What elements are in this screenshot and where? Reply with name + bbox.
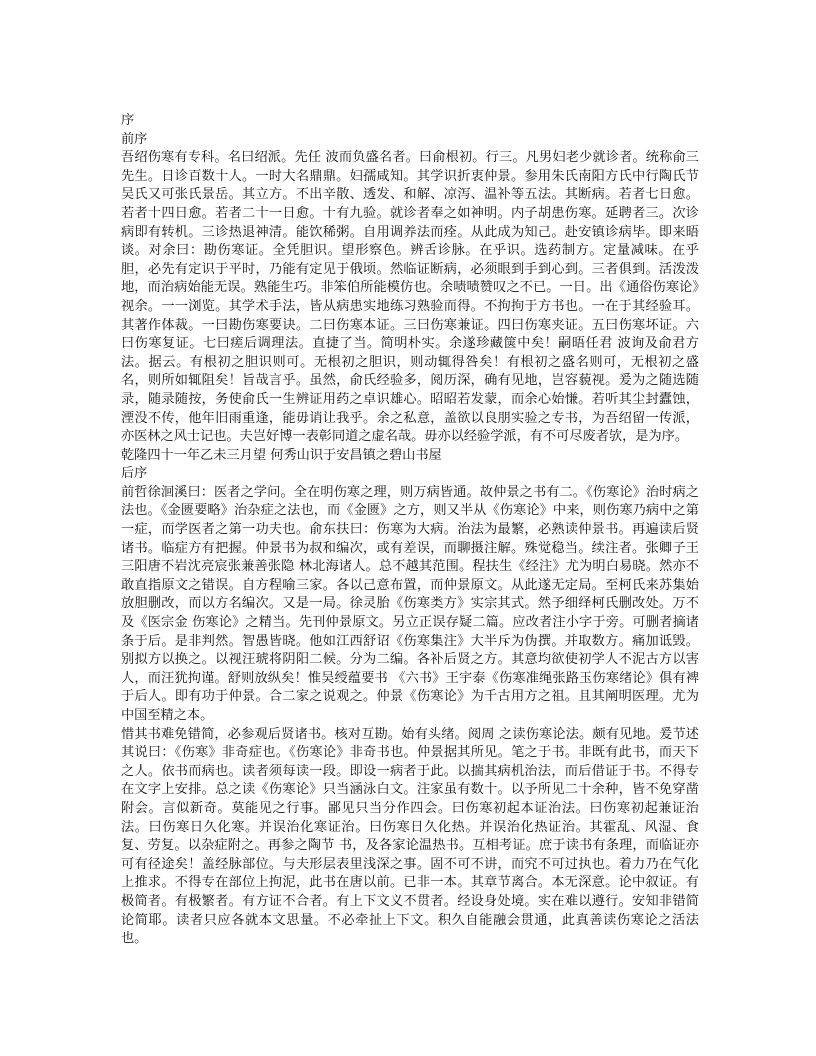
postface-heading: 后序: [121, 466, 148, 482]
postface-body-2: 惜其书难免错简，必参观后贤诸书。核对互勘。始有头绪。阅周 之读伤寒论法。颇有见地。爰节述其说曰：《伤寒》非奇症也。《伤寒论》非奇书也。仲景据其所见。笔之于书。非既有此书，而天下之人。依书而病也。读者须每读一段。即设一病者于此。以揣其病机治法，而后借证于书。不得专在文字上安排。总之读《伤寒论》只当涵泳白文。注家虽有数十。以予所见二十余种，皆不免穿凿附会。言似新奇。莫能见之行事。鄙见只当分作四会。曰伤寒初起本证治法。曰伤寒初起兼证治法。曰伤寒日久化寒。并误治化寒证治。曰伤寒日久化热。并误治化热证治。其霍乱、风湿、食复、劳复。以杂症附之。再参之陶节 书，及各家论温热书。互相考证。庶于读书有条理，而临证亦可有径途矣！盖经脉部位。与夫形层表里浅深之事。固不可不讲，而究不可过执也。着力乃在气化上推求。不得专在部位上拘泥，此书在唐以前。已非一本。其章节离合。本无深意。论中叙证。有极简者。有极繁者。有方证不合者。有上下文义不贯者。经设身处境。实在难以遵行。安知非错简论简耶。读者只应各就本文思量。不必牵扯上下文。积久自能融会贯通，此真善读伤寒论之活法也。: [121, 726, 699, 947]
preface-signature: 乾隆四十一年乙未三月望 何秀山识于安昌镇之碧山书屋: [121, 447, 442, 463]
preface-body: 吾绍伤寒有专科。名曰绍派。先任 波而负盛名者。曰俞根初。行三。凡男妇老少就诊者。统称俞三先生。日诊百数十人。一时大名鼎鼎。妇孺咸知。其学识折衷仲景。参用朱氏南阳方氏中行陶氏节 吴氏又可张氏景岳。其立方。不出辛散、透发、和解、凉泻、温补等五法。其断病。若者七日愈。若者十四日愈。若者二十一日愈。十有九验。就诊者奉之如神明。内子胡患伤寒。延聘者三。次诊病即有转机。三诊热退神清。能饮稀粥。自用调养法而痊。从此成为知己。赴安镇诊病毕。即来晤谈。对余曰：勘伤寒证。全凭胆识。望形察色。辨舌诊脉。在乎识。选药制方。定量减味。在乎胆，必先有定识于平时，乃能有定见于俄顷。然临证断病，必须眼到手到心到。三者俱到。活泼泼地，而治病始能无误。熟能生巧。非笨伯所能模仿也。余啧啧赞叹之不已。一日。出《通俗伤寒论》视余。一一浏览。其学术手法，皆从病患实地练习熟验而得。不拘拘于方书也。一在于其经验耳。其著作体裁。一曰勘伤寒要诀。二曰伤寒本证。三曰伤寒兼证。四曰伤寒夹证。五曰伤寒坏证。六曰伤寒复证。七曰瘥后调理法。直捷了当。简明朴实。余遂珍藏箧中矣！嗣晤任君 波询及俞君方法。据云。有根初之胆识则可。无根初之胆识，则动辄得咎矣！有根初之盛名则可，无根初之盛名，则所如辄阻矣！旨哉言乎。虽然，俞氏经验多，阅历深，确有见地，岂容藐视。爰为之随选随录，随录随按，务使俞氏一生辨证用药之卓识雄心。昭昭若发蒙，而余心始慊。若听其尘封蠹蚀，湮没不传，他年旧雨重逢，能毋诮让我乎。余之私意，盖欲以良朋实验之专书，为吾绍留一传派，亦医林之风士记也。夫岂好博一表彰同道之虚名哉。毋亦以经验学派，有不可尽废者欤，是为序。: [121, 150, 699, 445]
document-page: [121, 112, 699, 949]
document-title: 序: [121, 113, 135, 128]
preface-heading: 前序: [121, 131, 148, 147]
postface-body-1: 前哲徐洄溪曰：医者之学问。全在明伤寒之理，则万病皆通。故仲景之书有二。《伤寒论》治时病之法也。《金匮要略》治杂症之法也，而《金匮》之方，则又半从《伤寒论》中来，则伤寒乃病中之第一症，而学医者之第一功夫也。俞东扶曰：伤寒为大病。治法为最繁，必熟读仲景书。再遍读后贤诸书。临症方有把握。仲景书为叔和编次，或有差误，而聊摄注解。殊觉稳当。续注者。张卿子王三阳唐不岩沈亮宸张兼善张隐 林北海诸人。总不越其范围。程扶生《经注》尤为明白易晓。然亦不敢直指原文之错误。自方程喻三家。各以己意布置，而仲景原文。从此遂无定局。至柯氏来苏集始放胆删改，而以方名编次。又是一局。徐灵胎《伤寒类方》实宗其式。然予细绎柯氏删改处。万不及《医宗金 伤寒论》之精当。先刊仲景原文。另立正误存疑二篇。应改者注小字于旁。可删者摘诸条于后。是非判然。智愚皆晓。他如江西舒诏《伤寒集注》大半斥为伪撰。并取数方。痛加诋毁。别拟方以换之。以视汪琥将阴阳二候。分为二编。各补后贤之方。其意均欲使初学人不泥古方以害人，而汪犹拘谨。舒则放纵矣！惟吴绶蕴要书 《六书》王宇泰《伤寒准绳张路玉伤寒绪论》俱有裨于后人。即有功于仲景。合二家之说观之。仲景《伤寒论》为千古用方之祖。且其阐明医理。尤为中国至精之本。: [121, 484, 699, 723]
